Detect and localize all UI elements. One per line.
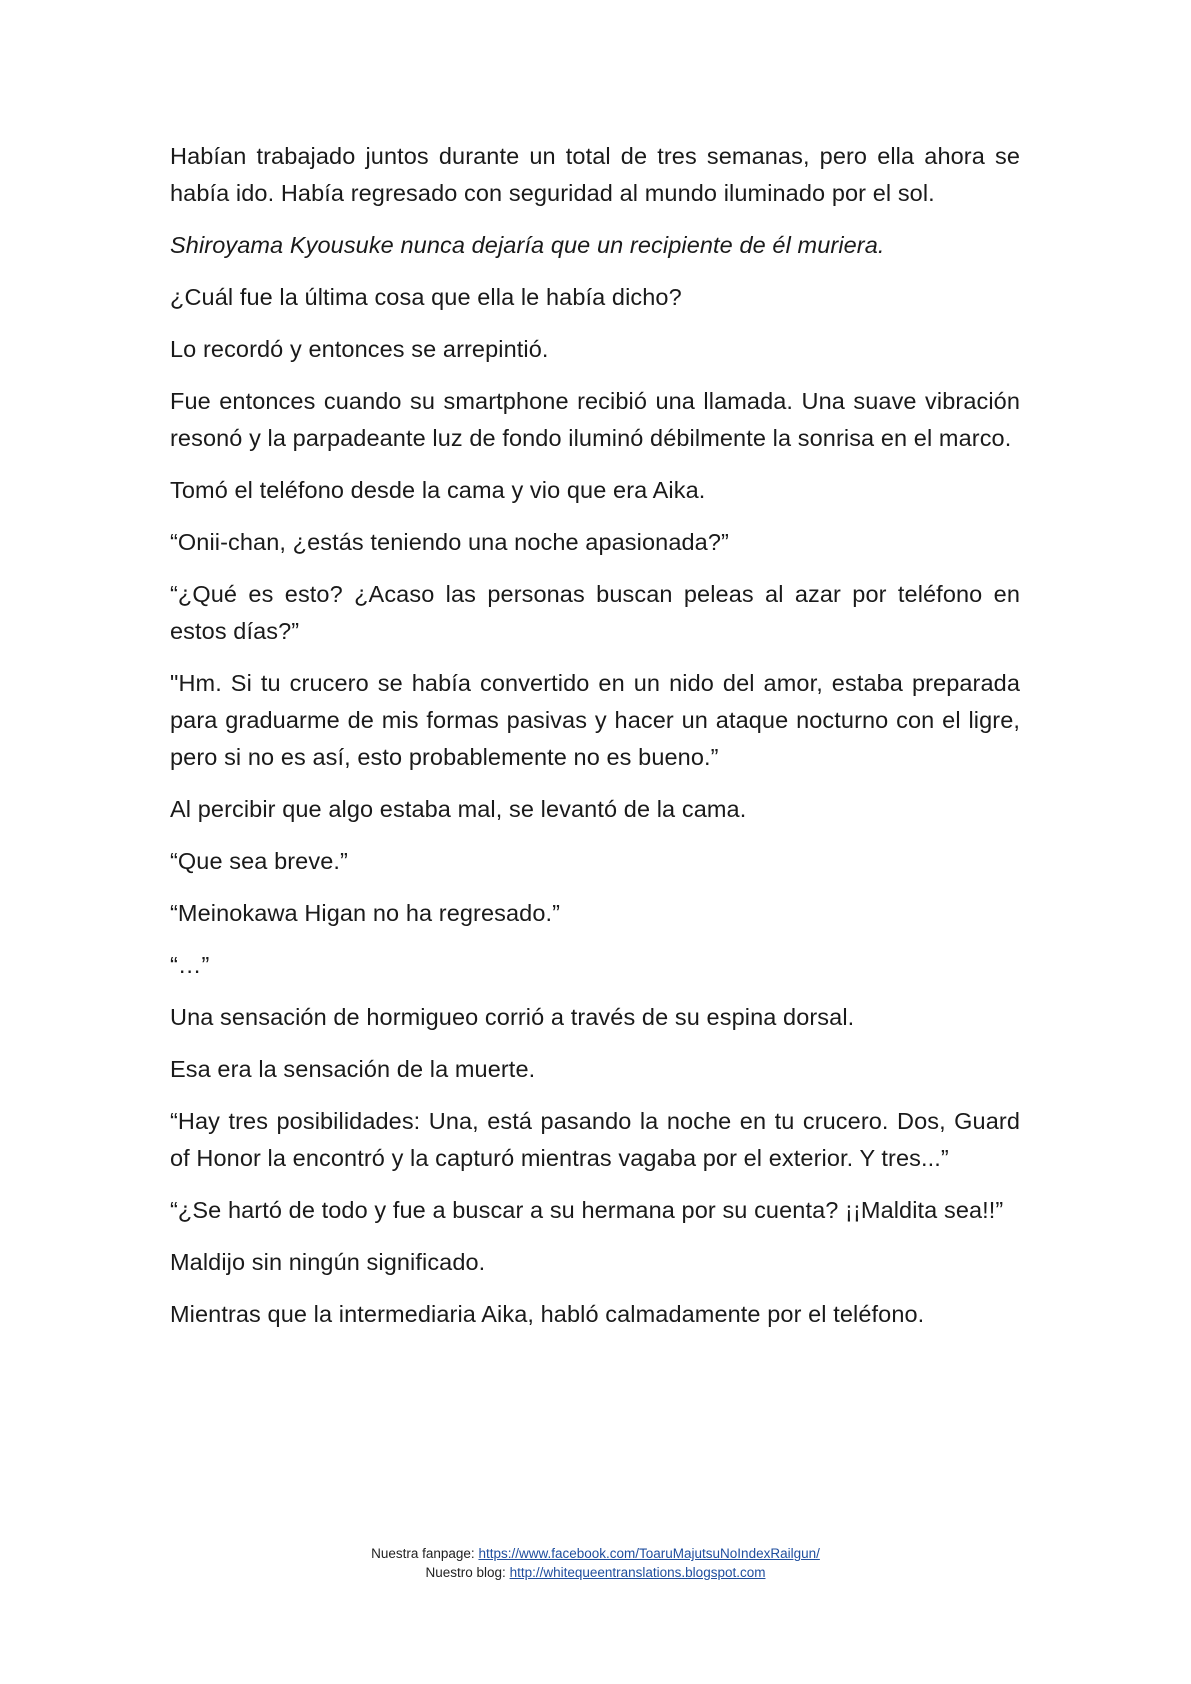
paragraph: ¿Cuál fue la última cosa que ella le había dicho? xyxy=(170,284,682,310)
paragraph: Maldijo sin ningún significado. xyxy=(170,1249,486,1275)
blog-link[interactable]: http://whitequeentranslations.blogspot.com xyxy=(509,1565,766,1580)
paragraph: Fue entonces cuando su smartphone recibió una llamada. Una suave vibración resonó y la parpadeante luz de fondo iluminó débilmente la sonrisa en el marco. xyxy=(170,388,1020,451)
paragraph: Tomó el teléfono desde la cama y vio que era Aika. xyxy=(170,477,706,503)
paragraph: Habían trabajado juntos durante un total de tres semanas, pero ella ahora se había ido. Había regresado con seguridad al mundo iluminado por el sol. xyxy=(170,143,1020,206)
blog-line xyxy=(0,1563,1191,1582)
paragraph: “Hay tres posibilidades: Una, está pasando la noche en tu crucero. Dos, Guard of Honor la encontró y la capturó mientras vagaba por el exterior. Y tres...” xyxy=(170,1108,1020,1171)
body-text xyxy=(170,138,1020,1348)
page-footer xyxy=(0,1544,1191,1582)
fanpage-link[interactable]: https://www.facebook.com/ToaruMajutsuNoIndexRailgun/ xyxy=(478,1546,820,1561)
paragraph: Una sensación de hormigueo corrió a través de su espina dorsal. xyxy=(170,1004,855,1030)
paragraph: “Meinokawa Higan no ha regresado.” xyxy=(170,900,561,926)
paragraph: Esa era la sensación de la muerte. xyxy=(170,1056,536,1082)
paragraph: “…” xyxy=(170,952,210,978)
paragraph: Al percibir que algo estaba mal, se levantó de la cama. xyxy=(170,796,747,822)
paragraph: “¿Se hartó de todo y fue a buscar a su hermana por su cuenta? ¡¡Maldita sea!!” xyxy=(170,1197,1004,1223)
paragraph: “¿Qué es esto? ¿Acaso las personas buscan peleas al azar por teléfono en estos días?” xyxy=(170,581,1020,644)
paragraph: Mientras que la intermediaria Aika, habló calmadamente por el teléfono. xyxy=(170,1301,925,1327)
paragraph: Lo recordó y entonces se arrepintió. xyxy=(170,336,549,362)
paragraph: “Onii-chan, ¿estás teniendo una noche apasionada?” xyxy=(170,529,729,555)
paragraph: "Hm. Si tu crucero se había convertido en un nido del amor, estaba preparada para graduarme de mis formas pasivas y hacer un ataque nocturno con el ligre, pero si no es así, esto probablemente no es bueno.” xyxy=(170,670,1020,770)
fanpage-label: Nuestra fanpage: xyxy=(371,1546,479,1561)
fanpage-line xyxy=(0,1544,1191,1563)
paragraph: “Que sea breve.” xyxy=(170,848,348,874)
paragraph-italic: Shiroyama Kyousuke nunca dejaría que un recipiente de él muriera. xyxy=(170,232,885,258)
blog-label: Nuestro blog: xyxy=(425,1565,510,1580)
